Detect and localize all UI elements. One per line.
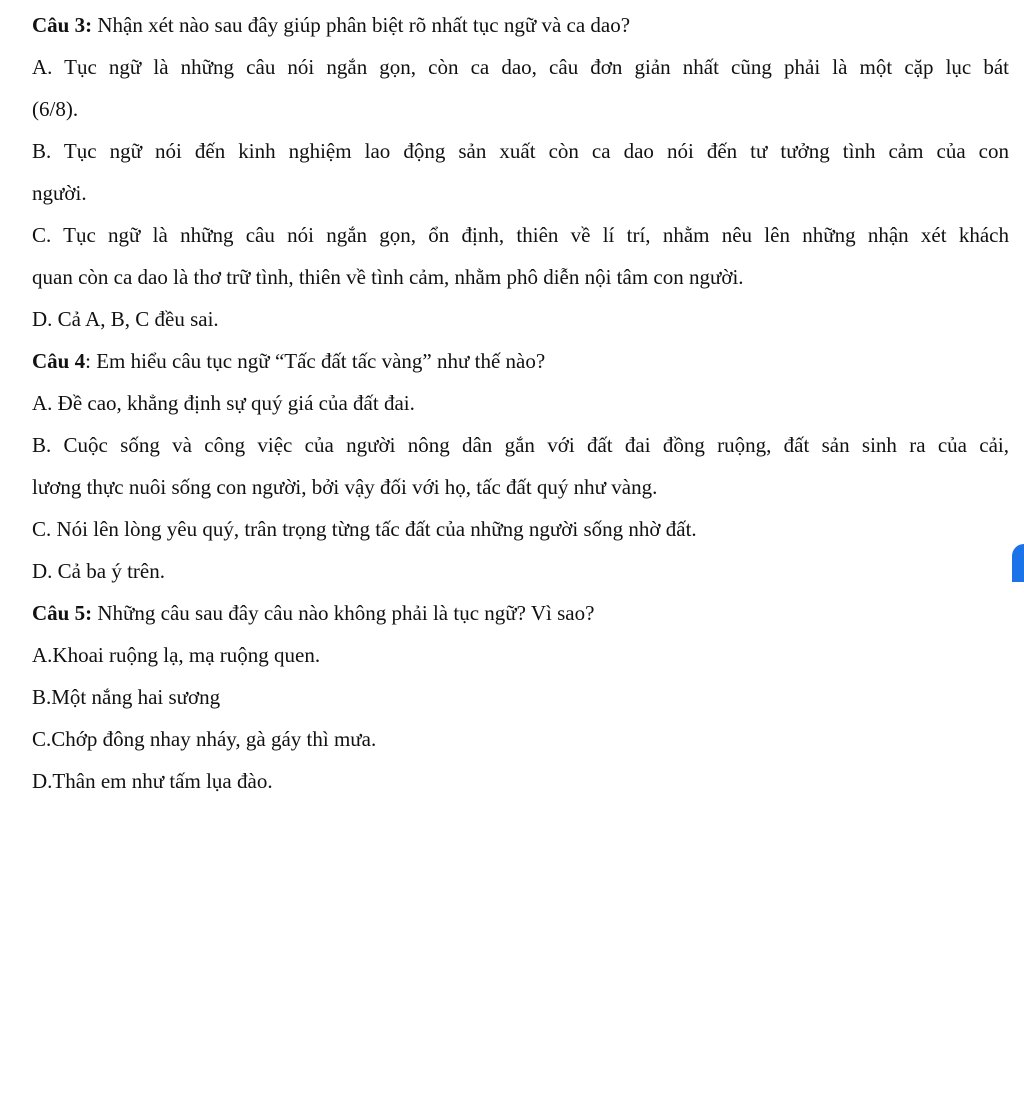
question-3-option-a-line1: A. Tục ngữ là những câu nói ngắn gọn, còn ca dao, câu đơn giản nhất cũng phải là một cặp lục bát [32,55,1009,79]
question-5 [32,592,1009,802]
question-5-heading [32,592,1009,634]
question-5-option-c: C.Chớp đông nhay nháy, gà gáy thì mưa. [32,727,377,751]
question-5-option-d: D.Thân em như tấm lụa đào. [32,769,273,793]
question-3 [32,4,1009,340]
question-4-option-b-line2: lương thực nuôi sống con người, bởi vậy đối với họ, tấc đất quý như vàng. [32,475,658,499]
question-4-label: Câu 4 [32,349,86,373]
document-body [32,4,1009,802]
question-5-option-a: A.Khoai ruộng lạ, mạ ruộng quen. [32,643,321,667]
question-3-option-a-line2: (6/8). [32,97,79,121]
side-panel-tab[interactable] [1012,544,1024,582]
question-4-heading [32,340,1009,382]
question-4-option-c: C. Nói lên lòng yêu quý, trân trọng từng tấc đất của những người sống nhờ đất. [32,517,697,541]
question-5-option-b: B.Một nắng hai sương [32,685,221,709]
question-4-option-b-line1: B. Cuộc sống và công việc của người nông dân gắn với đất đai đồng ruộng, đất sản sinh ra của cải, [32,433,1009,457]
question-3-option-b-line2: người. [32,181,87,205]
question-3-option-d: D. Cả A, B, C đều sai. [32,307,219,331]
question-3-text: Nhận xét nào sau đây giúp phân biệt rõ nhất tục ngữ và ca dao? [92,13,631,37]
question-4-option-d: D. Cả ba ý trên. [32,559,165,583]
question-3-option-c-line2: quan còn ca dao là thơ trữ tình, thiên về tình cảm, nhằm phô diễn nội tâm con người. [32,265,744,289]
question-4-text: : Em hiểu câu tục ngữ “Tấc đất tấc vàng” như thế nào? [85,349,546,373]
question-4 [32,340,1009,592]
question-3-heading [32,4,1009,46]
question-4-option-a: A. Đề cao, khẳng định sự quý giá của đất đai. [32,391,415,415]
question-3-label: Câu 3: [32,13,93,37]
question-5-label: Câu 5: [32,601,93,625]
question-3-option-c-line1: C. Tục ngữ là những câu nói ngắn gọn, ổn định, thiên về lí trí, nhằm nêu lên những nhận xét khách [32,223,1009,247]
question-3-option-b-line1: B. Tục ngữ nói đến kinh nghiệm lao động sản xuất còn ca dao nói đến tư tưởng tình cảm của con [32,139,1009,163]
question-5-text: Những câu sau đây câu nào không phải là tục ngữ? Vì sao? [92,601,595,625]
